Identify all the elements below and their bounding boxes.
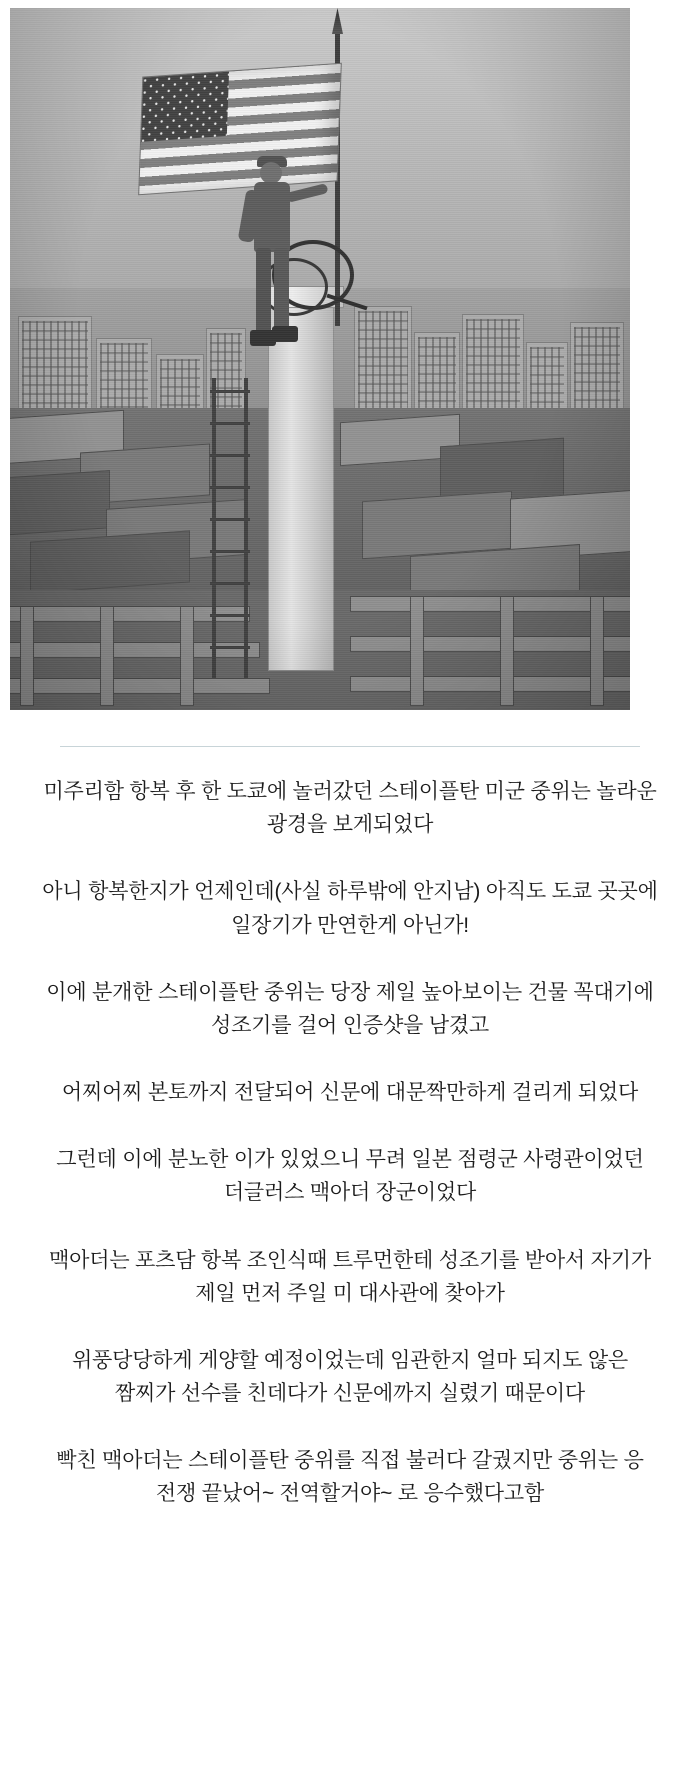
- photo-soldier-left-leg: [256, 248, 271, 334]
- photo-frame: [10, 8, 630, 710]
- photo-soldier-head: [260, 162, 282, 184]
- photo-soldier-right-leg: [274, 248, 289, 330]
- photo-soldier-right-boot: [272, 326, 298, 342]
- article-paragraph: 그런데 이에 분노한 이가 있었으니 무려 일본 점령군 사령관이었던 더글러스 맥아더 장군이었다: [56, 1148, 644, 1205]
- article-paragraph: 어찌어찌 본토까지 전달되어 신문에 대문짝만하게 걸리게 되었다: [61, 1081, 639, 1105]
- article-photo: [0, 0, 700, 718]
- article-paragraph: 아니 항복한지가 언제인데(사실 하루밖에 안지남) 아직도 도쿄 곳곳에 일장기가 만연한게 아닌가!: [42, 880, 658, 937]
- article-paragraph: 맥아더는 포츠담 항복 조인식때 트루먼한테 성조기를 받아서 자기가 제일 먼저 주일 미 대사관에 찾아가: [49, 1248, 651, 1305]
- article-paragraph: 이에 분개한 스테이플탄 중위는 당장 제일 높아보이는 건물 꼭대기에 성조기를 걸어 인증샷을 남겼고: [46, 980, 654, 1037]
- article-paragraph: 미주리함 항복 후 한 도쿄에 놀러갔던 스테이플탄 미군 중위는 놀라운 광경을 보게되었다: [43, 780, 657, 837]
- photo-flag-canton: [141, 72, 229, 142]
- photo-ladder: [210, 378, 250, 678]
- article-paragraph: 위풍당당하게 게양할 예정이었는데 임관한지 얼마 되지도 않은 짬찌가 선수를 친데다가 신문에까지 실렸기 때문이다: [71, 1348, 629, 1406]
- article-paragraph: 빡친 맥아더는 스테이플탄 중위를 직접 불러다 갈궜지만 중위는 응 전쟁 끝났어~ 전역할거야~ 로 응수했다고함: [56, 1449, 644, 1506]
- photo-soldier-right-arm: [285, 183, 328, 203]
- photo-soldier: [232, 156, 324, 386]
- article-body: [0, 747, 700, 1551]
